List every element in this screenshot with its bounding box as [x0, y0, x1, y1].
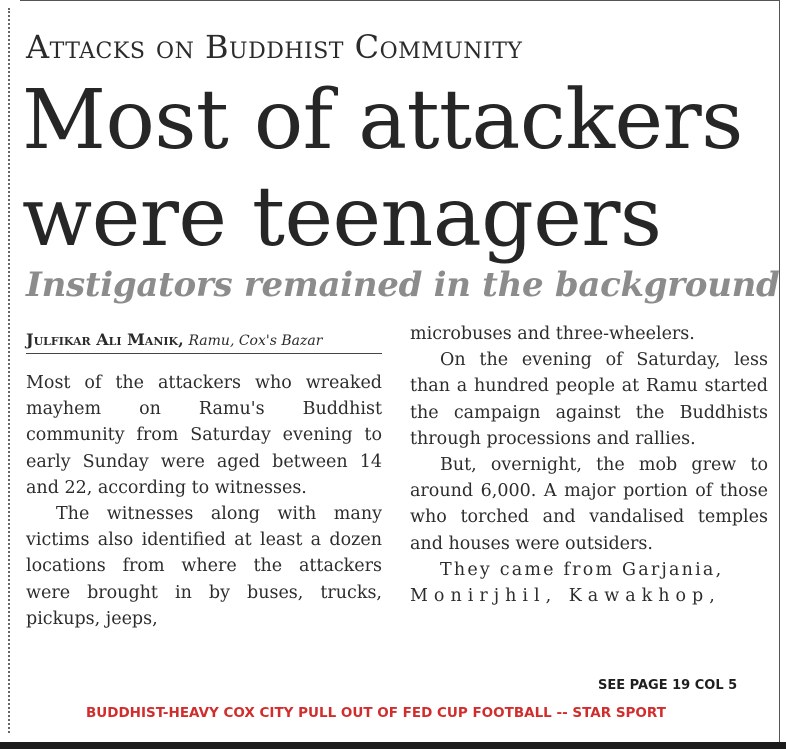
dotted-cut-border [8, 8, 10, 733]
byline-author: Julfikar Ali Manik, [26, 330, 184, 349]
paragraph: microbuses and three-wheelers. [410, 324, 695, 344]
headline-line-2: were teenagers [22, 170, 662, 265]
article-column-2 [410, 321, 768, 609]
paragraph: On the evening of Saturday, less than a hundred people at Ramu started the campaign against the Buddhists through processions and rallies. [410, 350, 768, 449]
byline-location: Ramu, Cox's Bazar [188, 333, 323, 349]
paragraph: The witnesses along with many victims also identified at least a dozen locations from where the attackers were brought in by buses, trucks, pickups, jeeps, [26, 504, 382, 629]
jump-line: SEE PAGE 19 COL 5 [598, 678, 738, 693]
paragraph: Most of the attackers who wreaked mayhem on Ramu's Buddhist community from Saturday evening to early Sunday were aged between 14 and 22, according to witnesses. [26, 373, 382, 498]
paragraph: They came from Garjania, [440, 559, 724, 580]
byline [26, 330, 322, 349]
article-column-1 [26, 370, 382, 632]
headline-line-1: Most of attackers [22, 73, 743, 168]
sports-teaser: BUDDHIST-HEAVY COX CITY PULL OUT OF FED CUP FOOTBALL -- STAR SPORT [86, 705, 666, 721]
byline-rule [26, 353, 382, 354]
headline [22, 72, 743, 266]
top-rule [20, 0, 780, 1]
kicker: Attacks on Buddhist Community [26, 28, 523, 66]
subheadline: Instigators remained in the background [26, 265, 780, 305]
right-rule [779, 0, 780, 742]
paragraph: But, overnight, the mob grew to around 6,000. A major portion of those who torched and vandalised temples and houses were outsiders. [410, 455, 768, 554]
bottom-rule [0, 742, 786, 749]
paragraph-continued: Monirjhil, Kawakhop, [410, 586, 721, 607]
